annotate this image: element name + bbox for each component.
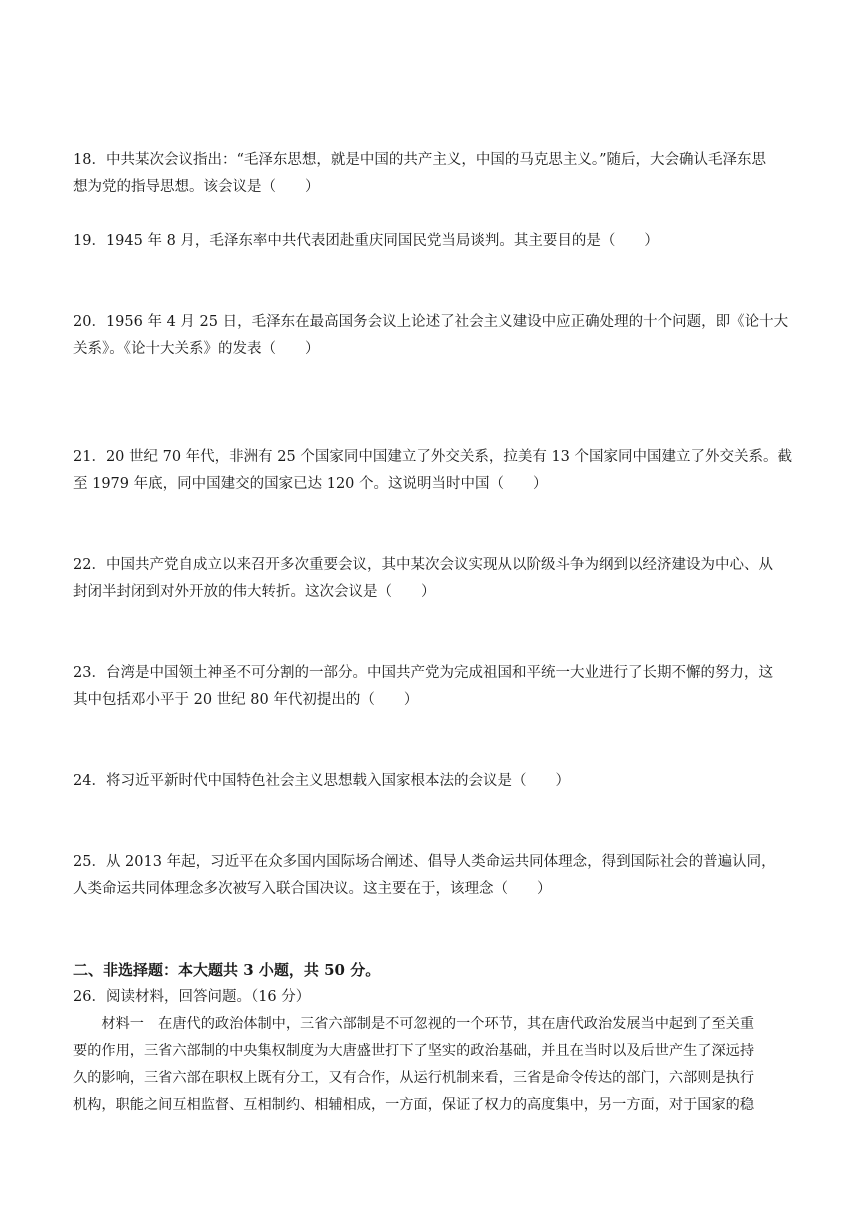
q23-stem-line-2: 其中包括邓小平于 20 世纪 80 年代初提出的（ ） bbox=[73, 692, 419, 708]
q25-stem-line-2: 人类命运共同体理念多次被写入联合国决议。这主要在于，该理念（ ） bbox=[73, 881, 552, 897]
q26-material-text-1: 在唐代的政治体制中，三省六部制是不可忽视的一个环节，其在唐代政治发展当中起到了至关重 bbox=[158, 1016, 755, 1032]
q22-stem-line-1: 22．中国共产党自成立以来召开多次重要会议，其中某次会议实现从以阶级斗争为纲到以经济建设为中心、从 bbox=[73, 557, 773, 573]
q20-stem-line-2: 关系》。《论十大关系》的发表（ ） bbox=[73, 341, 320, 357]
q26-material-line-4: 机构，职能之间互相监督、互相制约、相辅相成，一方面，保证了权力的高度集中，另一方面，对于国家的稳 bbox=[73, 1097, 755, 1113]
q26-material-label: 材料一 bbox=[101, 1016, 144, 1032]
q26-material-line-2: 要的作用，三省六部制的中央集权制度为大唐盛世打下了坚实的政治基础，并且在当时以及后世产生了深远持 bbox=[73, 1043, 755, 1059]
q22-stem-line-2: 封闭半封闭到对外开放的伟大转折。这次会议是（ ） bbox=[73, 584, 436, 600]
q25-stem-line-1: 25．从 2013 年起，习近平在众多国内国际场合阐述、倡导人类命运共同体理念，得到国际社会的普遍认同， bbox=[73, 854, 776, 870]
q21-stem-line-1: 21．20 世纪 70 年代，非洲有 25 个国家同中国建立了外交关系，拉美有 13 个国家同中国建立了外交关系。截 bbox=[73, 449, 793, 465]
q26-material-1 bbox=[73, 1011, 793, 1119]
q26-stem: 26．阅读材料，回答问题。（16 分） bbox=[73, 989, 311, 1005]
q23-stem-line-1: 23．台湾是中国领土神圣不可分割的一部分。中国共产党为完成祖国和平统一大业进行了长期不懈的努力，这 bbox=[73, 665, 773, 681]
q26-material-line-1 bbox=[73, 1011, 793, 1038]
section-2-heading: 二、非选择题：本大题共 3 小题，共 50 分。 bbox=[73, 961, 381, 979]
q18-stem-line-1: 18．中共某次会议指出：“毛泽东思想，就是中国的共产主义，中国的马克思主义。”随后，大会确认毛泽东思 bbox=[73, 152, 767, 168]
q18-stem-line-2: 想为党的指导思想。该会议是（ ） bbox=[73, 179, 320, 195]
q20-stem-line-1: 20．1956 年 4 月 25 日，毛泽东在最高国务会议上论述了社会主义建设中应正确处理的十个问题，即《论十大 bbox=[73, 314, 789, 330]
q24-stem-line-1: 24．将习近平新时代中国特色社会主义思想载入国家根本法的会议是（ ） bbox=[73, 773, 570, 789]
q19-stem-line-1: 19．1945 年 8 月，毛泽东率中共代表团赴重庆同国民党当局谈判。其主要目的是（ ） bbox=[73, 233, 659, 249]
q21-stem-line-2: 至 1979 年底，同中国建交的国家已达 120 个。这说明当时中国（ ） bbox=[73, 476, 548, 492]
q26-material-line-3: 久的影响，三省六部在职权上既有分工，又有合作，从运行机制来看，三省是命令传达的部门，六部则是执行 bbox=[73, 1070, 755, 1086]
